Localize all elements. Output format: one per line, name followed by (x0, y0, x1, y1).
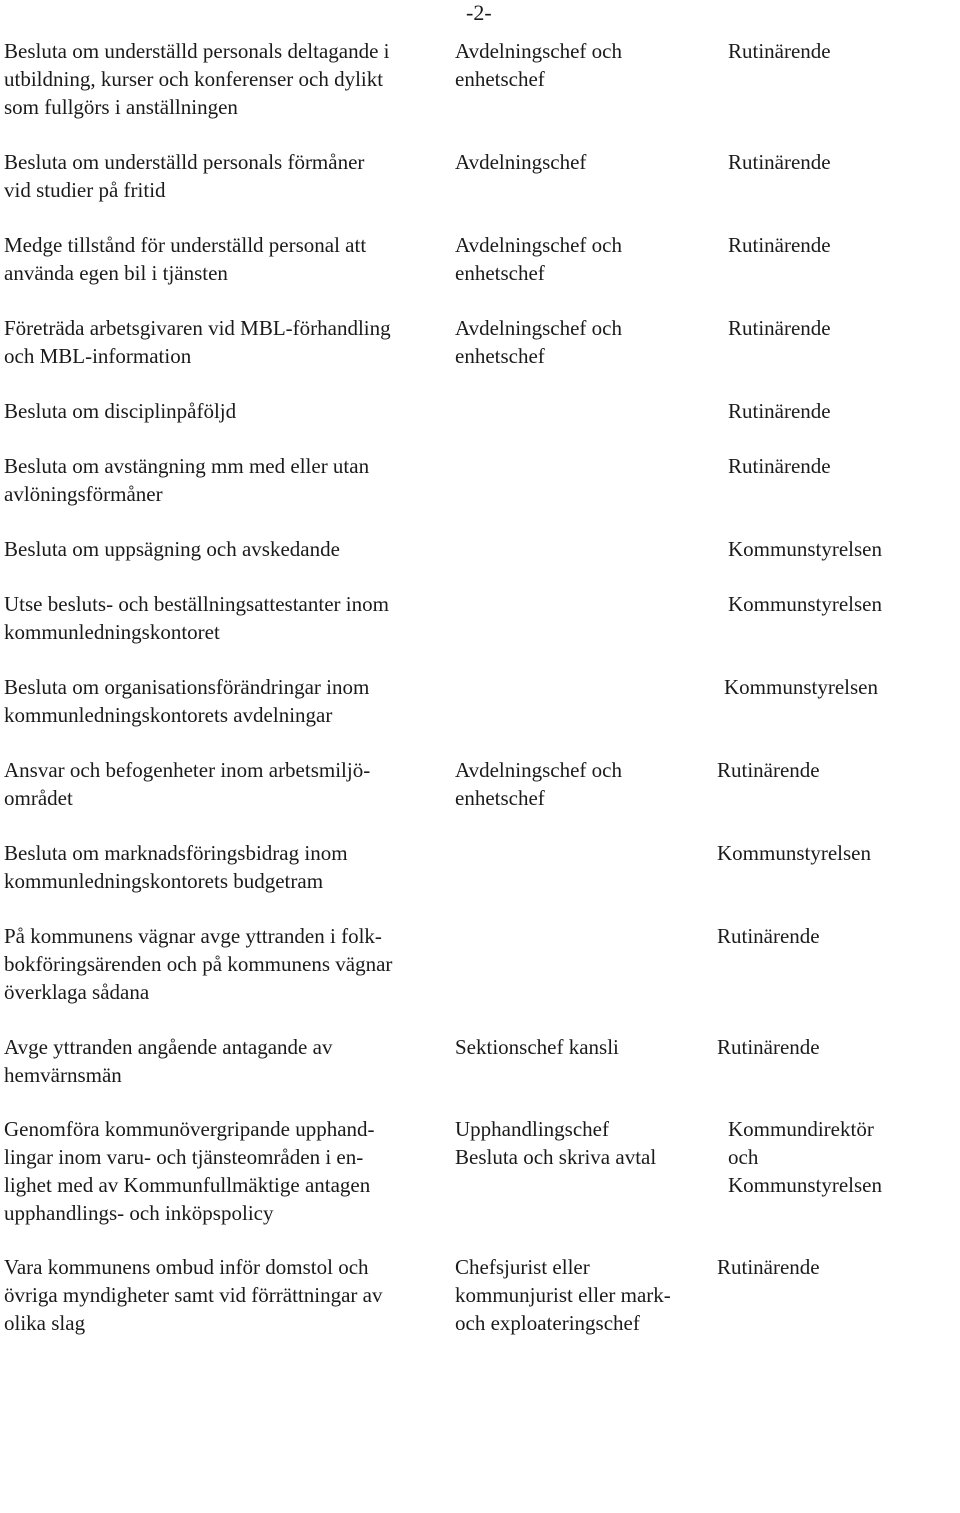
task-cell: Avge yttranden angående antagande av hemvärnsmän (4, 1035, 333, 1087)
type-cell: Rutinärende (728, 233, 831, 257)
task-cell: Besluta om avstängning mm med eller utan avlöningsförmåner (4, 454, 370, 506)
type-cell: Kommunstyrelsen (728, 592, 882, 616)
delegate-cell: Avdelningschef (455, 150, 587, 174)
task-cell: Besluta om underställd personals deltagande i utbildning, kurser och konferenser och dylikt som fullgörs i anställningen (4, 39, 390, 119)
type-cell: Kommunstyrelsen (717, 841, 871, 865)
task-cell: Genomföra kommunövergripande upphand- lingar inom varu- och tjänsteområden i en- lighet med av Kommunfullmäktige antagen upphandlings- och inköpspolicy (4, 1117, 375, 1225)
task-cell: På kommunens vägnar avge yttranden i folk- bokföringsärenden och på kommunens vägnar överklaga sådana (4, 924, 393, 1004)
type-cell: Kommunstyrelsen (724, 675, 878, 699)
delegate-cell: Chefsjurist eller kommunjurist eller mark- och exploateringschef (455, 1255, 671, 1335)
type-cell: Rutinärende (717, 924, 820, 948)
delegate-cell: Avdelningschef och enhetschef (455, 233, 622, 285)
task-cell: Besluta om organisationsförändringar inom kommunledningskontorets avdelningar (4, 675, 370, 727)
task-cell: Vara kommunens ombud inför domstol och övriga myndigheter samt vid förrättningar av olika slag (4, 1255, 383, 1335)
page-number: -2- (466, 0, 492, 25)
type-cell: Rutinärende (728, 150, 831, 174)
type-cell: Rutinärende (728, 39, 831, 63)
type-cell: Rutinärende (717, 1255, 820, 1279)
delegate-cell: Avdelningschef och enhetschef (455, 39, 622, 91)
task-cell: Besluta om uppsägning och avskedande (4, 537, 340, 561)
task-cell: Besluta om underställd personals förmåner vid studier på fritid (4, 150, 365, 202)
task-cell: Besluta om disciplinpåföljd (4, 399, 237, 423)
task-cell: Företräda arbetsgivaren vid MBL-förhandling och MBL-information (4, 316, 391, 368)
type-cell: Kommunstyrelsen (728, 537, 882, 561)
type-cell: Rutinärende (728, 454, 831, 478)
task-cell: Utse besluts- och beställningsattestanter inom kommunledningskontoret (4, 592, 389, 644)
task-cell: Medge tillstånd för underställd personal att använda egen bil i tjänsten (4, 233, 367, 285)
task-cell: Ansvar och befogenheter inom arbetsmiljö- området (4, 758, 371, 810)
type-cell: Rutinärende (728, 316, 831, 340)
type-cell: Kommundirektör och Kommunstyrelsen (728, 1117, 882, 1197)
delegate-cell: Avdelningschef och enhetschef (455, 758, 622, 810)
type-cell: Rutinärende (717, 758, 820, 782)
task-cell: Besluta om marknadsföringsbidrag inom kommunledningskontorets budgetram (4, 841, 348, 893)
type-cell: Rutinärende (728, 399, 831, 423)
delegate-cell: Upphandlingschef Besluta och skriva avtal (455, 1117, 657, 1169)
delegate-cell: Avdelningschef och enhetschef (455, 316, 622, 368)
type-cell: Rutinärende (717, 1035, 820, 1059)
delegate-cell: Sektionschef kansli (455, 1035, 619, 1059)
